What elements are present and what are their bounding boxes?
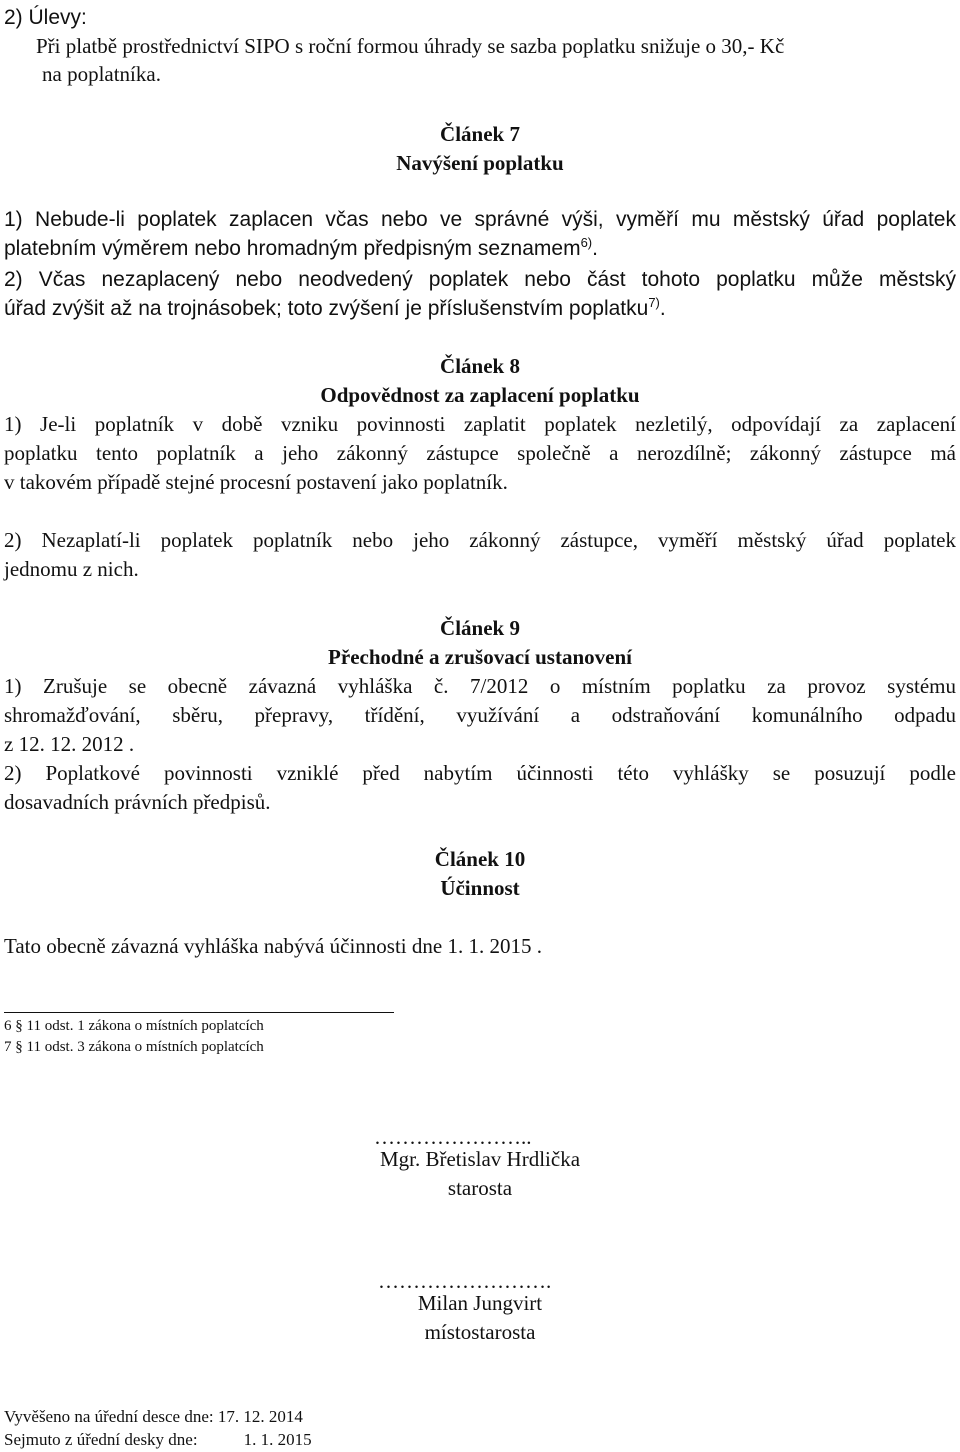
article-7-number: Článek 7 [440, 122, 520, 146]
removed-date-row [4, 1430, 312, 1450]
removed-label: Sejmuto z úřední desky dne: [4, 1430, 198, 1449]
footnote-ref-6: 6) [580, 235, 593, 250]
relief-text-line-2: na poplatníka. [42, 62, 161, 86]
posted-date: Vyvěšeno na úřední desce dne: 17. 12. 2014 [4, 1407, 303, 1426]
signature-line-mayor: ………………….. [374, 1125, 532, 1149]
article-7-p1-line-2: platebním výměrem nebo hromadným předpisným seznamem$^{6)}$. [4, 235, 598, 260]
article-9-title: Přechodné a zrušovací ustanovení [328, 645, 632, 669]
article-7-p2-line-1: 2) Včas nezaplacený nebo neodvedený poplatek nebo část tohoto poplatku může městský [4, 268, 956, 291]
article-9-number: Článek 9 [440, 616, 520, 640]
signature-role-mayor: starosta [447, 1176, 513, 1200]
article-7-p1-line-1: 1) Nebude-li poplatek zaplacen včas nebo ve správné výši, vyměří mu městský úřad poplatek [4, 208, 956, 231]
article-8-p1-line-1: 1) Je-li poplatník v době vzniku povinnosti zaplatit poplatek nezletilý, odpovídají za zaplacení [4, 412, 956, 436]
article-7-p2-line-2: úřad zvýšit až na trojnásobek; toto zvýšení je příslušenstvím poplatku$^{7)}$. [4, 295, 666, 320]
article-9-p1-line-1: 1) Zrušuje se obecně závazná vyhláška č. 7/2012 o místním poplatku za provoz systému [4, 674, 956, 698]
footnote-6: 6 § 11 odst. 1 zákona o místních poplatcích [4, 1018, 264, 1034]
footnote-7: 7 § 11 odst. 3 zákona o místních poplatcích [4, 1039, 264, 1055]
signature-line-deputy: ……………………. [378, 1269, 552, 1293]
signature-name-mayor: Mgr. Břetislav Hrdlička [379, 1147, 581, 1171]
footnote-separator [4, 1012, 394, 1013]
article-8-number: Článek 8 [440, 354, 520, 378]
article-9-p2-line-1: 2) Poplatkové povinnosti vzniklé před nabytím účinnosti této vyhlášky se posuzují podle [4, 761, 956, 785]
effectiveness-statement: Tato obecně závazná vyhláška nabývá účinnosti dne 1. 1. 2015 . [4, 934, 542, 958]
footnote-ref-7: 7) [648, 295, 660, 310]
article-9-p1-line-3: z 12. 12. 2012 . [4, 732, 135, 756]
article-8-p2-line-1: 2) Nezaplatí-li poplatek poplatník nebo jeho zákonný zástupce, vyměří městský úřad poplatek [4, 528, 956, 552]
article-8-p1-line-2: poplatku tento poplatník a jeho zákonný zástupce společně a nerozdílně; zákonný zástupce má [4, 441, 956, 465]
removed-date: 1. 1. 2015 [243, 1430, 312, 1449]
signature-name-deputy: Milan Jungvirt [417, 1291, 543, 1315]
article-9-p1-line-2: shromažďování, sběru, přepravy, třídění, využívání a odstraňování komunálního odpadu [4, 703, 956, 727]
article-10-number: Článek 10 [434, 847, 526, 871]
relief-text-line-1: Při platbě prostřednictví SIPO s roční formou úhrady se sazba poplatku snižuje o 30,- Kč [36, 34, 785, 58]
article-10-title: Účinnost [440, 876, 520, 900]
article-9-p2-line-2: dosavadních právních předpisů. [4, 790, 271, 814]
article-8-p2-line-2: jednomu z nich. [4, 557, 139, 581]
relief-heading: 2) Úlevy: [4, 6, 87, 29]
article-8-p1-line-3: v takovém případě stejné procesní postavení jako poplatník. [4, 470, 508, 494]
signature-role-deputy: místostarosta [424, 1320, 536, 1344]
article-8-title: Odpovědnost za zaplacení poplatku [320, 383, 640, 407]
article-7-title: Navýšení poplatku [396, 151, 564, 175]
